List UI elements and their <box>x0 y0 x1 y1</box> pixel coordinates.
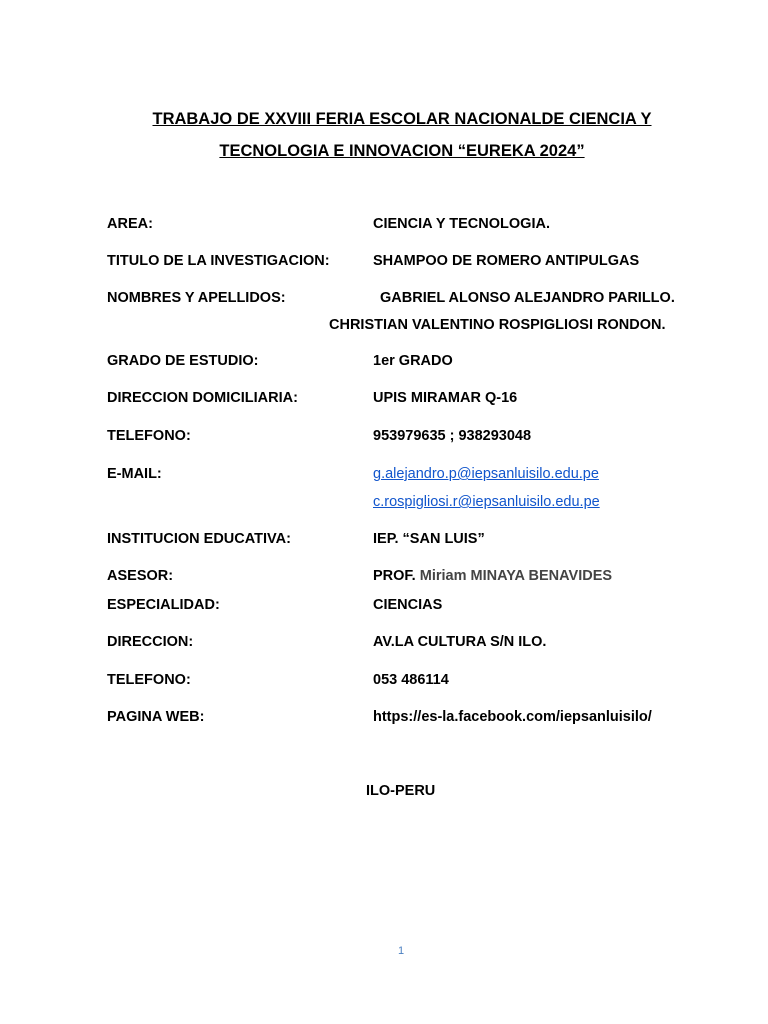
home-address-label: DIRECCION DOMICILIARIA: <box>107 390 298 406</box>
title-line-1: TRABAJO DE XXVIII FERIA ESCOLAR NACIONALDE CIENCIA Y <box>152 110 652 128</box>
page-number: 1 <box>398 945 405 957</box>
area-label: AREA: <box>107 216 153 232</box>
names-value-1: GABRIEL ALONSO ALEJANDRO PARILLO. <box>380 290 675 306</box>
address-label: DIRECCION: <box>107 634 194 650</box>
grade-value: 1er GRADO <box>373 353 453 369</box>
website-value: https://es-la.facebook.com/iepsanluisilo/ <box>373 709 652 725</box>
specialty-value: CIENCIAS <box>373 597 443 613</box>
advisor-name: Miriam MINAYA BENAVIDES <box>419 568 613 584</box>
website-label: PAGINA WEB: <box>107 709 205 725</box>
email-link-1[interactable]: g.alejandro.p@iepsanluisilo.edu.pe <box>373 466 599 482</box>
research-title-label: TITULO DE LA INVESTIGACION: <box>107 253 330 269</box>
names-label: NOMBRES Y APELLIDOS: <box>107 290 286 306</box>
email-link-2[interactable]: c.rospigliosi.r@iepsanluisilo.edu.pe <box>373 494 600 510</box>
home-address-value: UPIS MIRAMAR Q-16 <box>373 390 518 406</box>
address-value: AV.LA CULTURA S/N ILO. <box>373 634 547 650</box>
advisor-value <box>373 567 612 585</box>
school-phone-value: 053 486114 <box>373 672 449 688</box>
place-footer: ILO-PERU <box>366 783 436 799</box>
names-value-2: CHRISTIAN VALENTINO ROSPIGLIOSI RONDON. <box>329 317 666 333</box>
title-line-2: TECNOLOGIA E INNOVACION “EUREKA 2024” <box>219 142 585 160</box>
advisor-prefix: PROF. <box>373 568 416 584</box>
area-value: CIENCIA Y TECNOLOGIA. <box>373 216 550 232</box>
phone-label: TELEFONO: <box>107 428 191 444</box>
grade-label: GRADO DE ESTUDIO: <box>107 353 259 369</box>
research-title-value: SHAMPOO DE ROMERO ANTIPULGAS <box>373 253 640 269</box>
specialty-label: ESPECIALIDAD: <box>107 597 220 613</box>
advisor-label: ASESOR: <box>107 568 174 584</box>
institution-label: INSTITUCION EDUCATIVA: <box>107 531 291 547</box>
institution-value: IEP. “SAN LUIS” <box>373 531 485 547</box>
email-label: E-MAIL: <box>107 466 162 482</box>
phone-value: 953979635 ; 938293048 <box>373 428 532 444</box>
school-phone-label: TELEFONO: <box>107 672 191 688</box>
